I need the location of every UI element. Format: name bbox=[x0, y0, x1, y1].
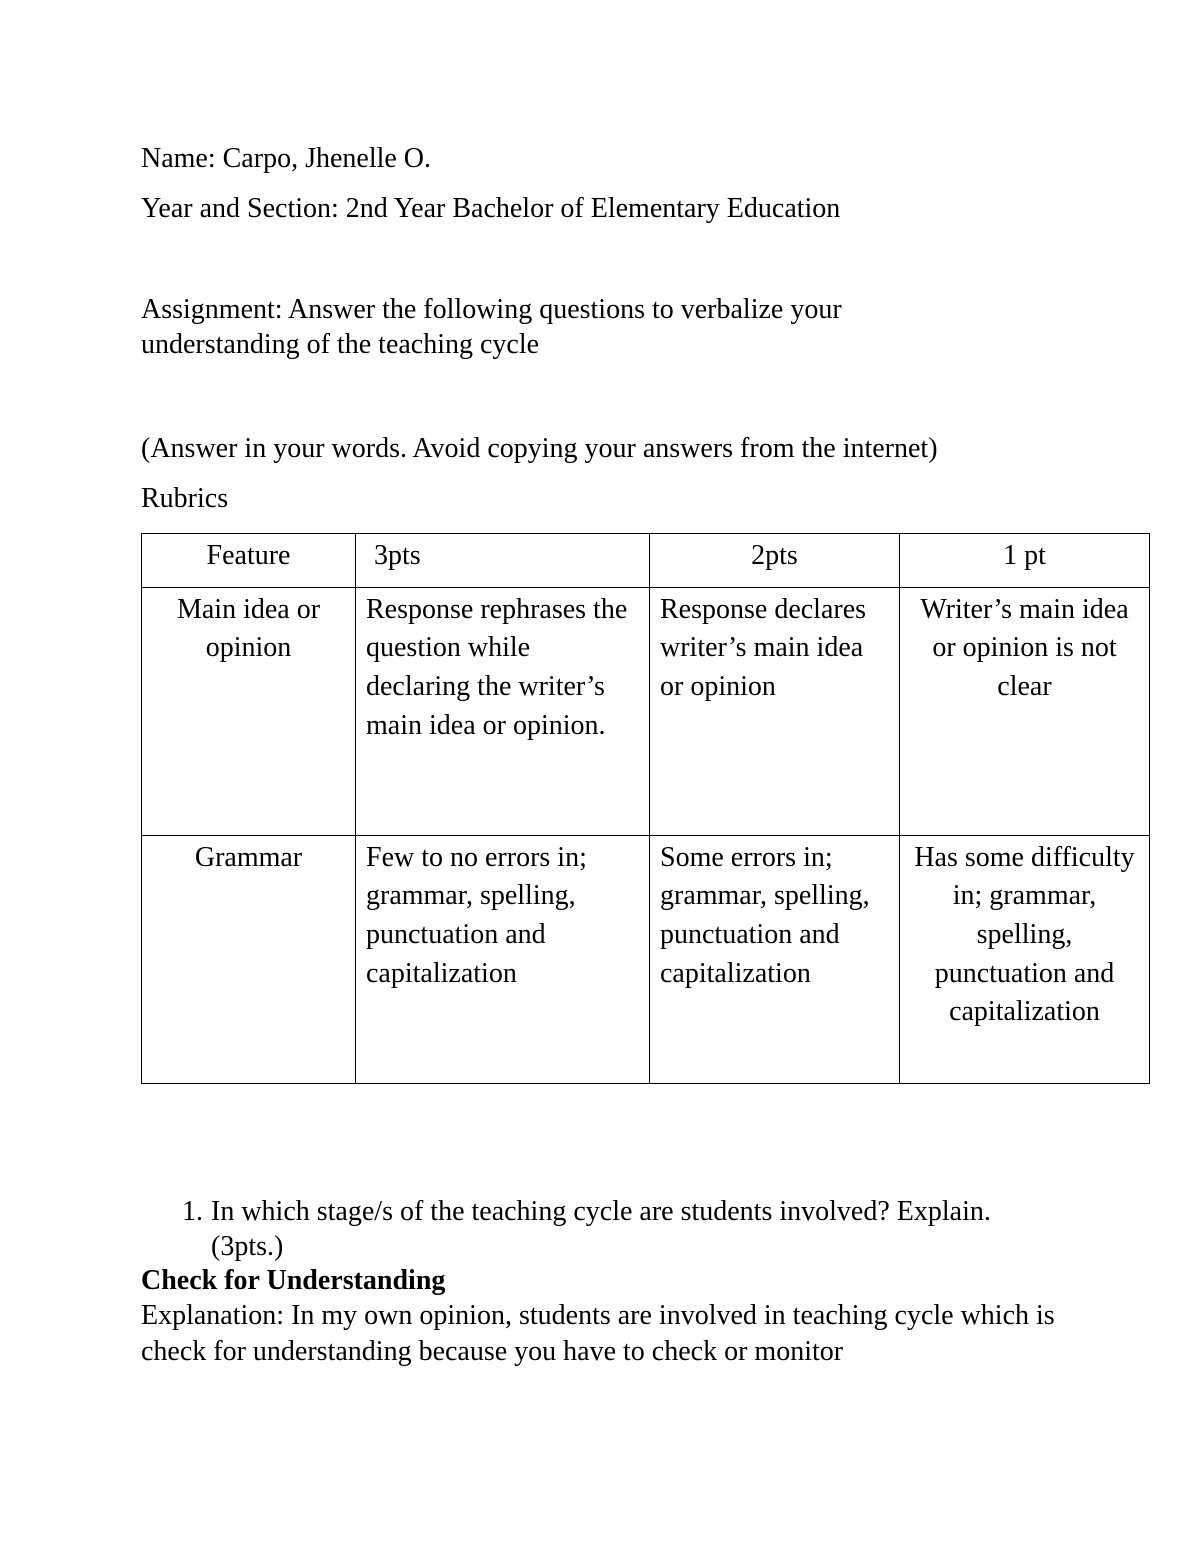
question-number: 1. bbox=[182, 1195, 203, 1227]
question-1 bbox=[141, 1194, 1059, 1264]
cell-2pts: Some errors in; grammar, spelling, punctuation and capitalization bbox=[650, 835, 900, 1083]
rubric-row-grammar bbox=[142, 835, 1150, 1083]
rubric-row-main-idea bbox=[142, 587, 1150, 835]
explanation-text: Explanation: In my own opinion, students are involved in teaching cycle which is check for understanding because you have to check or monitor bbox=[141, 1299, 1055, 1367]
instruction-text: (Answer in your words. Avoid copying your answers from the internet) bbox=[141, 433, 938, 465]
rubric-table bbox=[141, 533, 1150, 1084]
cell-1pt: Writer’s main idea or opinion is not clear bbox=[900, 587, 1150, 835]
rubrics-label: Rubrics bbox=[141, 483, 229, 515]
cell-2pts: Response declares writer’s main idea or opinion bbox=[650, 587, 900, 835]
cell-feature: Grammar bbox=[142, 835, 356, 1083]
header-1pt: 1 pt bbox=[900, 533, 1150, 587]
header-feature: Feature bbox=[142, 533, 356, 587]
document-page bbox=[141, 142, 1135, 1369]
header-2pts: 2pts bbox=[650, 533, 900, 587]
year-section: Year and Section: 2nd Year Bachelor of Elementary Education bbox=[141, 193, 841, 225]
header-3pts: 3pts bbox=[356, 533, 650, 587]
cell-1pt: Has some difficulty in; grammar, spelling, punctuation and capitalization bbox=[900, 835, 1150, 1083]
question-text: In which stage/s of the teaching cycle are students involved? Explain. (3pts.) bbox=[211, 1195, 991, 1262]
assignment-text: Assignment: Answer the following questions to verbalize your understanding of the teaching cycle bbox=[141, 294, 842, 361]
cell-3pts: Response rephrases the question while declaring the writer’s main idea or opinion. bbox=[356, 587, 650, 835]
answer-heading: Check for Understanding bbox=[141, 1264, 446, 1296]
cell-feature: Main idea or opinion bbox=[142, 587, 356, 835]
cell-3pts: Few to no errors in; grammar, spelling, punctuation and capitalization bbox=[356, 835, 650, 1083]
student-name: Name: Carpo, Jhenelle O. bbox=[141, 143, 432, 174]
rubric-header-row bbox=[142, 533, 1150, 587]
